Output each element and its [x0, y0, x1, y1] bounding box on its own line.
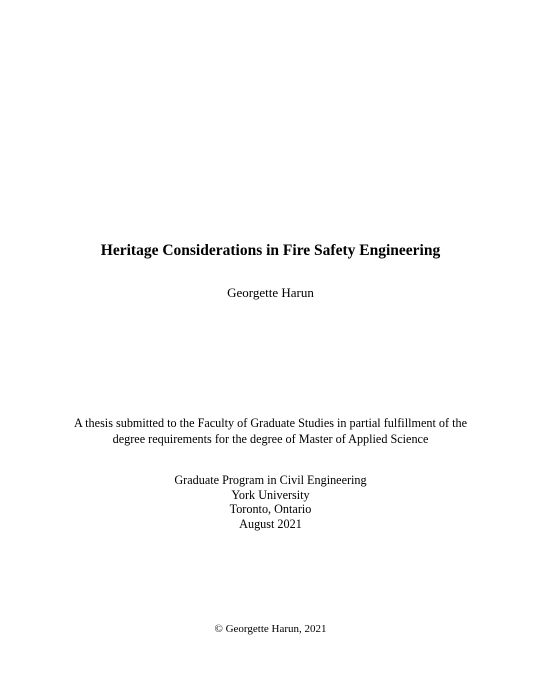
copyright-notice: © Georgette Harun, 2021	[214, 623, 327, 635]
university-location: Toronto, Ontario	[229, 502, 312, 516]
graduate-program: Graduate Program in Civil Engineering	[174, 473, 367, 487]
submission-statement-line-1: A thesis submitted to the Faculty of Graduate Studies in partial fulfillment of the	[74, 416, 467, 430]
submission-date: August 2021	[239, 517, 302, 531]
submission-statement-line-2: degree requirements for the degree of Master of Applied Science	[112, 432, 429, 446]
university-name: York University	[231, 488, 310, 502]
author-name: Georgette Harun	[227, 285, 314, 300]
thesis-title: Heritage Considerations in Fire Safety Engineering	[100, 242, 441, 259]
